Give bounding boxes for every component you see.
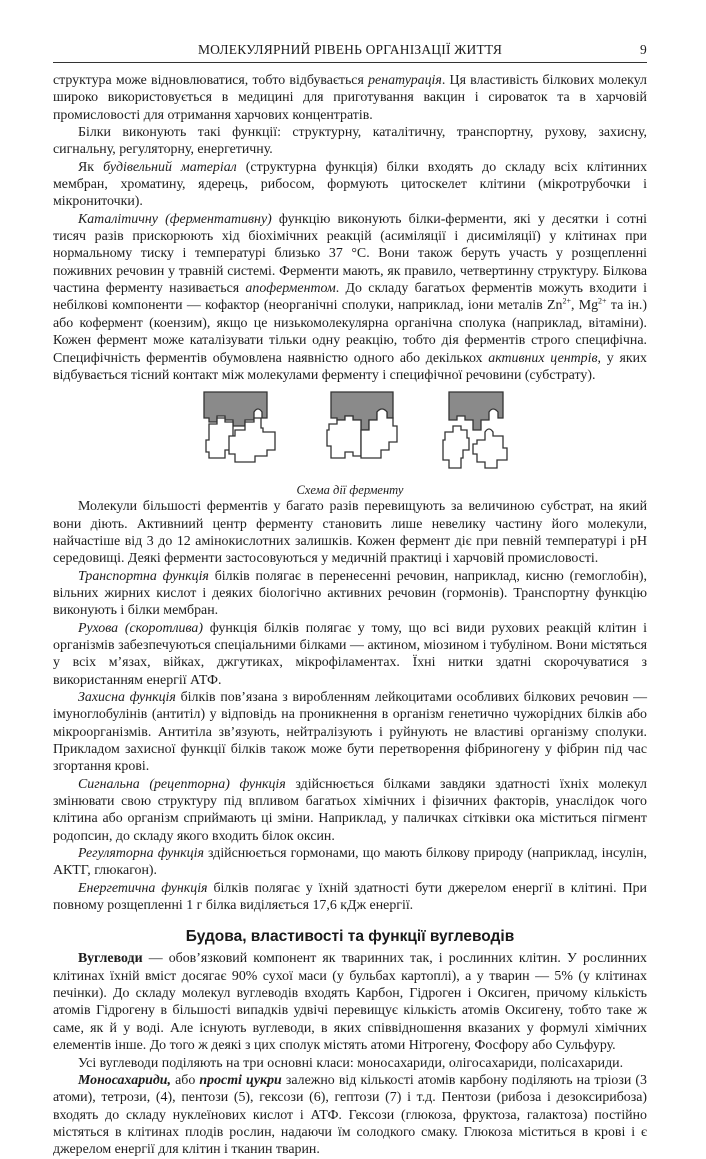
text-run: , у яких відбувається тісний контакт між молекулами ферменту і специфічної речовини (субстрату). xyxy=(53,350,647,383)
enzyme-action-figure xyxy=(53,390,647,482)
enzyme-panel-1-icon xyxy=(203,390,277,478)
text-run: та ін.) або кофермент (коензим), якщо це низькомолекулярна органічна сполука (наприклад, вітаміни). Кожен фермент може каталізувати тільки одну реакцію, тобто дія ферментів строго специфічна. Специфічність ферментів обумовлена наявністю одного або декількох xyxy=(53,298,647,366)
text-run: (структурна функція) білки входять до складу всіх клітинних мембран, хроматину, ядерець, рибосом, формують цитоскелет клітини (мікротрубочки і мікрониточки). xyxy=(53,159,648,210)
text-run: білків полягає в перенесенні речовин, наприклад, кисню (гемоглобін), вільних жирних кислот і деяких біологічно активних речовин (гормонів). Транспортну функцію виконують і білки мембран. xyxy=(53,568,647,619)
section-heading: Будова, властивості та функції вуглеводів xyxy=(185,928,515,946)
text-run: — обов’язковий компонент як тваринних так, і рослинних клітин. У рослинних клітинах їхній вміст досягає 90% сухої маси (у бульбах картоплі), а у тварин — 5% (у клітинах печінки). До складу молекул вуглеводів входять Карбон, Гідроген і Оксиген, причому кількість атомів Гідрогену в більшості випадків удвічі перевищує кількість атомів Оксигену, тобто таке ж саме, як й у воді. Але існують вуглеводи, в яких співвідношення вказаних у формулі хімічних елементів інше. До того ж деякі з цих сполук містять атоми Нітрогену, Фосфору або Сульфуру. xyxy=(53,951,647,1054)
superscript: 2+ xyxy=(598,296,607,306)
text-run: . Ця властивість білкових молекул широко використовується в медицині для приготування вакцин і сироваток та в харчовій промисловості для отримання харчових концентратів. xyxy=(53,73,647,123)
text-run: Білки виконують такі функції: структурну, каталітичну, транспортну, рухову, захисну, сигнальну, регуляторну, енергетичну. xyxy=(53,125,647,158)
term-monosaccharides: Моносахариди, xyxy=(78,1072,171,1088)
superscript: 2+ xyxy=(562,296,571,306)
text-run: або xyxy=(170,1072,200,1088)
enzyme-panel-2-icon xyxy=(325,390,399,478)
paragraph xyxy=(53,1072,647,1159)
paragraph xyxy=(53,689,647,776)
paragraph xyxy=(53,568,647,620)
term-transport: Транспортна функція xyxy=(78,568,209,584)
paragraph xyxy=(53,211,647,384)
text-run: здійснюється білками завдяки здатності їхніх молекул змінювати свою структуру під впливом багатьох хімічних і фізичних факторів, унаслідок чого клітина або організм сприймають ці зміни. Наприклад, у паличках сітківки ока міститься пігмент родопсин, до складу якого входить білок оксин. xyxy=(53,776,647,844)
term-protective: Захисна функція xyxy=(78,689,176,705)
term-energy: Енергетична функція xyxy=(78,880,208,896)
enzyme-panel-3-icon xyxy=(441,390,515,478)
paragraph xyxy=(53,776,647,845)
term-regulatory: Регуляторна функція xyxy=(78,846,204,862)
running-head-title: МОЛЕКУЛЯРНИЙ РІВЕНЬ ОРГАНІЗАЦІЇ ЖИТТЯ xyxy=(197,42,503,57)
paragraph xyxy=(53,72,647,124)
paragraph xyxy=(53,950,647,1054)
text-run: структура може відновлюватися, тобто відбувається xyxy=(53,73,369,88)
text-run: Як xyxy=(78,159,104,175)
page-number: 9 xyxy=(640,42,647,57)
paragraph xyxy=(53,620,647,689)
page xyxy=(53,40,647,1159)
body-text xyxy=(53,72,647,1159)
term-apoenzyme: апоферментом xyxy=(245,281,336,297)
text-run: Усі вуглеводи поділяють на три основні класи: моносахариди, олігосахариди, полісахариди. xyxy=(78,1055,624,1071)
text-run: функція білків полягає у тому, що всі види рухових реакцій клітин і організмів забезпечуються спеціальними білками — актином, міозином і тубуліном. Вони містяться у всіх м’язах, війках, джгутиках, мікрофіламентах. Їхні нитки здатні скорочуватися з використанням енергії АТФ. xyxy=(53,620,648,688)
term-simple-sugars: прості цукри xyxy=(199,1072,282,1088)
text-run: функцію виконують білки-ферменти, які у десятки і сотні тисяч разів прискорюють хід біохімічних реакцій (асиміляції і дисиміляції) у клітинах при нормальному тиску і температурі близько 37 °С. Вони також беруть участь у розщепленні поживних речовин у травній системі. Ферменти мають, як правило, четвертинну структуру. Білкова частина ферменту називається xyxy=(53,211,647,297)
running-head xyxy=(53,40,647,63)
term-carbohydrates: Вуглеводи xyxy=(78,951,143,967)
text-run: білків пов’язана з виробленням лейкоцитами особливих білкових речовин — імуноглобулінів (антитіл) у відповідь на проникнення в організм генетично чужорідних білків або мікроорганізмів. Антитіла зв’язують, нейтралізують і руйнують не властиві організму сполуки. Прикладом захисної функції білків також може бути перетворення фібриногену у фібрин під час згортання крові. xyxy=(53,689,647,775)
text-run: , Mg xyxy=(570,298,599,314)
paragraph xyxy=(53,159,647,211)
paragraph xyxy=(53,880,647,915)
term-building-material: будівельний матеріал xyxy=(103,159,237,175)
term-active-centers: активних центрів xyxy=(488,350,598,366)
term-renaturation: ренатурація xyxy=(368,73,442,88)
paragraph xyxy=(53,1055,647,1072)
figure-caption: Схема дії ферменту xyxy=(296,483,404,498)
paragraph xyxy=(53,124,647,159)
paragraph xyxy=(53,498,647,567)
text-run: . До складу багатьох ферментів можуть входити і небілкові компоненти — кофактор (неорганічні сполуки, наприклад, іони металів Zn xyxy=(53,281,647,314)
text-run: білків полягає у їхній здатності бути джерелом енергії в клітині. При повному розщепленні 1 г білка виділяється 17,6 кДж енергії. xyxy=(53,880,647,914)
term-motor: Рухова (скоротлива) xyxy=(78,620,203,636)
term-signal: Сигнальна (рецепторна) функція xyxy=(78,776,286,792)
text-run: залежно від кількості атомів карбону поділяють на тріози (3 атоми), тетрози, (4), пентози (5), гексози (6), гептози (7) і т.д. Пентози (рибоза і дезоксирибоза) входять до складу нуклеїнових кислот і АТФ. Гексози (глюкоза, фруктоза, галактоза) постійно містяться в клітинах плодів рослин, надаючи їм солодкого смаку. Глюкоза міститься в крові і є джерелом енергії для клітин і тканин тварин. xyxy=(53,1072,647,1158)
term-catalytic: Каталітичну (ферментативну) xyxy=(78,211,272,227)
text-run: здійснюється гормонами, що мають білкову природу (наприклад, інсулін, АКТГ, глюкагон). xyxy=(53,846,647,879)
paragraph xyxy=(53,845,647,880)
text-run: Молекули більшості ферментів у багато разів перевищують за величиною субстрат, на який вони діють. Активниий центр ферменту становить лише невелику частину його молекули, найчастіше від 3 до 12 амінокислотних залишків. Кожен фермент діє при певній температурі і рН середовищі. Деякі ферменти застосовуються у медичній практиці і харчовій промисловості. xyxy=(53,499,647,567)
